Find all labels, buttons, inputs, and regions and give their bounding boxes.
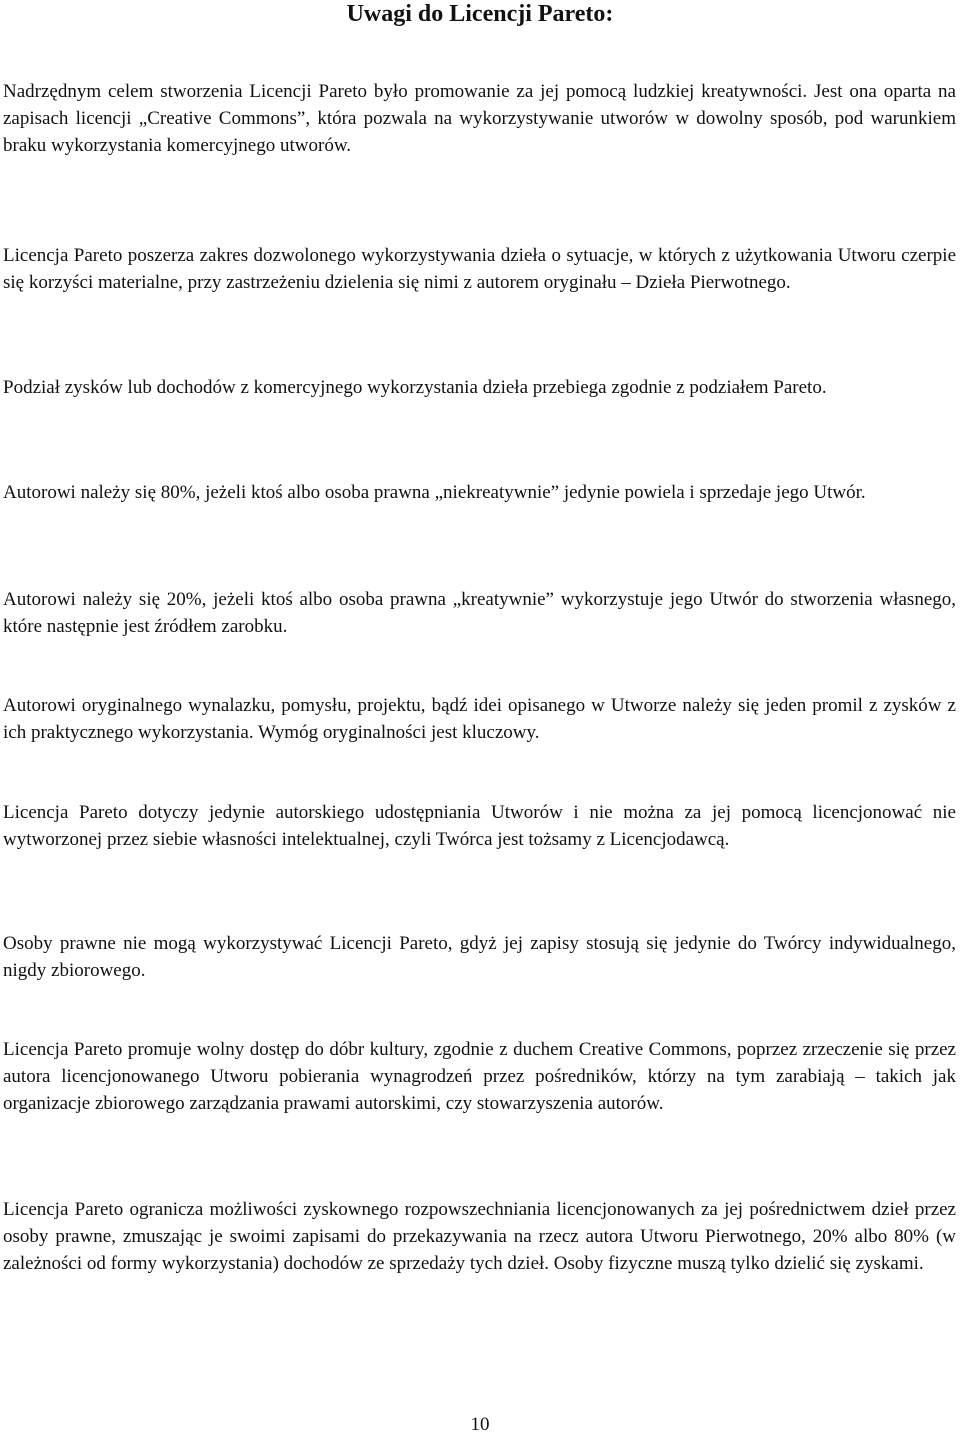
paragraph-20-percent: Autorowi należy się 20%, jeżeli ktoś albo osoba prawna „kreatywnie” wykorzystuje jego Utwór do stworzenia własnego, które następnie jest źródłem zarobku. [3, 589, 956, 638]
paragraph-profit-split: Podział zysków lub dochodów z komercyjnego wykorzystania dzieła przebiega zgodnie z podziałem Pareto. [3, 377, 827, 398]
paragraph-author-licensing: Licencja Pareto dotyczy jedynie autorskiego udostępniania Utworów i nie można za jej pomocą licencjonować nie wytworzonej przez siebie własności intelektualnej, czyli Twórca jest tożsamy z Licencjodawcą. [3, 802, 956, 851]
paragraph-legal-persons: Osoby prawne nie mogą wykorzystywać Licencji Pareto, gdyż jej zapisy stosują się jedynie do Twórcy indywidualnego, nigdy zbiorowego. [3, 933, 956, 982]
paragraph-distribution-limits: Licencja Pareto ogranicza możliwości zyskownego rozpowszechniania licencjonowanych za jej pośrednictwem dzieł przez osoby prawne, zmuszając je swoimi zapisami do przekazywania na rzecz autora Utworu Pierwotnego, 20% albo 80% (w zależności od formy wykorzystania) dochodów ze sprzedaży tych dzieł. Osoby fizyczne muszą tylko dzielić się zyskami. [3, 1199, 956, 1275]
paragraph-free-access: Licencja Pareto promuje wolny dostęp do dóbr kultury, zgodnie z duchem Creative Commons, poprzez zrzeczenie się przez autora licencjonowanego Utworu pobierania wynagrodzeń przez pośredników, którzy na tym zarabiają – takich jak organizacje zbiorowego zarządzania prawami autorskimi, czy stowarzyszenia autorów. [3, 1039, 956, 1115]
paragraph-purpose: Nadrzędnym celem stworzenia Licencji Pareto było promowanie za jej pomocą ludzkiej kreatywności. Jest ona oparta na zapisach licencji „Creative Commons”, która pozwala na wykorzystywanie utworów w dowolny sposób, pod warunkiem braku wykorzystania komercyjnego utworów. [3, 81, 956, 157]
paragraph-80-percent: Autorowi należy się 80%, jeżeli ktoś albo osoba prawna „niekreatywnie” jedynie powiela i sprzedaje jego Utwór. [3, 482, 866, 503]
page-title: Uwagi do Licencji Pareto: [346, 1, 614, 27]
paragraph-invention-promil: Autorowi oryginalnego wynalazku, pomysłu, projektu, bądź idei opisanego w Utworze należy się jeden promil z zysków z ich praktycznego wykorzystania. Wymóg oryginalności jest kluczowy. [3, 695, 956, 744]
page-number: 10 [470, 1414, 490, 1435]
paragraph-scope: Licencja Pareto poszerza zakres dozwolonego wykorzystywania dzieła o sytuacje, w których z użytkowania Utworu czerpie się korzyści materialne, przy zastrzeżeniu dzielenia się nimi z autorem oryginału – Dzieła Pierwotnego. [3, 245, 956, 294]
